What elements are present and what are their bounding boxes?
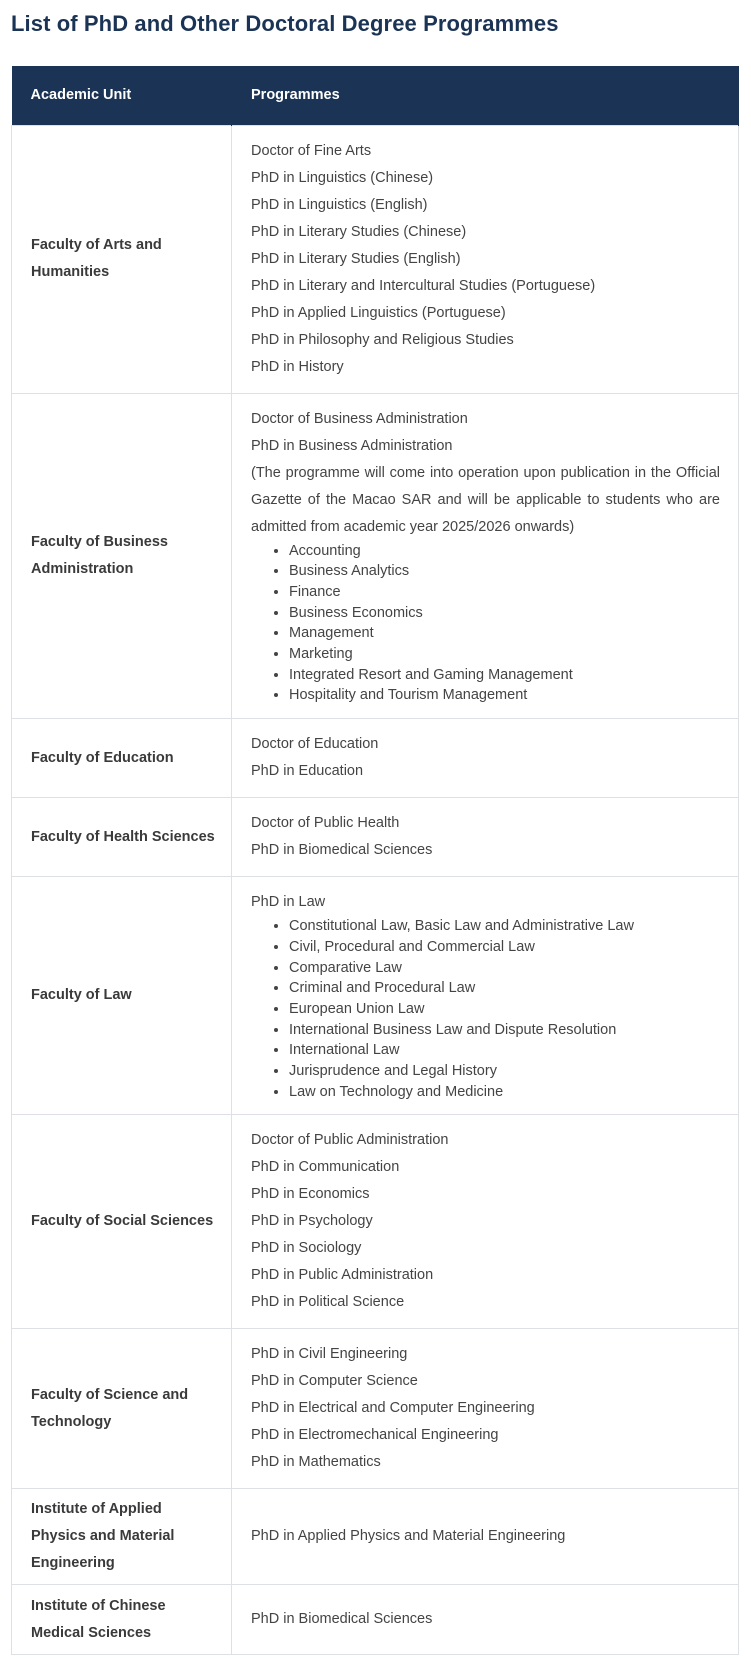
programmes-cell	[232, 1329, 739, 1489]
specialisation-item: • Hospitality and Tourism Management	[289, 685, 720, 706]
programme-item: PhD in Communication	[251, 1159, 400, 1176]
programme-item: PhD in Electrical and Computer Engineering	[251, 1400, 535, 1417]
specialisation-item: • Business Analytics	[289, 561, 720, 582]
programme-item: Doctor of Public Health	[251, 815, 400, 832]
programme-item: PhD in Law	[251, 894, 326, 911]
programme-item: PhD in Linguistics (Chinese)	[251, 169, 434, 186]
table-row	[12, 719, 739, 798]
programme-item: PhD in Economics	[251, 1186, 370, 1203]
specialisation-item: • Comparative Law	[289, 958, 720, 979]
programme-item: PhD in Electromechanical Engineering	[251, 1427, 499, 1444]
academic-unit-cell: Faculty of Arts and Humanities	[12, 125, 232, 393]
table-row	[12, 125, 739, 393]
specialisation-item: • Management	[289, 623, 720, 644]
specialisation-item: • International Law	[289, 1040, 720, 1061]
table-row	[12, 877, 739, 1115]
programme-item: Doctor of Education	[251, 736, 379, 753]
programme-note: (The programme will come into operation upon publication in the Official Gazette of the Macao SAR and will be applicable to students who are admitted from academic year 2025/2026 onwards)	[251, 464, 720, 535]
page-title: List of PhD and Other Doctoral Degree Programmes	[11, 11, 559, 36]
programme-item: PhD in Literary and Intercultural Studies (Portuguese)	[251, 277, 596, 294]
programmes-cell	[232, 798, 739, 877]
academic-unit-cell: Faculty of Science and Technology	[12, 1329, 232, 1489]
specialisation-item: • Marketing	[289, 644, 720, 665]
specialisation-item: • Business Economics	[289, 603, 720, 624]
academic-unit-cell: Faculty of Social Sciences	[12, 1115, 232, 1329]
specialisation-item: • Finance	[289, 582, 720, 603]
programmes-cell	[232, 1585, 739, 1655]
programme-item: PhD in Computer Science	[251, 1373, 418, 1390]
programme-item: PhD in Literary Studies (English)	[251, 250, 461, 267]
specialisation-item: • Constitutional Law, Basic Law and Administrative Law	[289, 916, 720, 937]
programmes-cell	[232, 125, 739, 393]
header-row	[12, 66, 739, 125]
specialisation-item: • Jurisprudence and Legal History	[289, 1061, 720, 1082]
academic-unit-cell: Faculty of Law	[12, 877, 232, 1115]
programme-item: PhD in Biomedical Sciences	[251, 842, 433, 859]
academic-unit-cell: Institute of Applied Physics and Material Engineering	[12, 1489, 232, 1585]
specialisation-item: • Integrated Resort and Gaming Management	[289, 665, 720, 686]
programme-item: Doctor of Public Administration	[251, 1132, 449, 1149]
specialisation-item: • Accounting	[289, 541, 720, 562]
table-row	[12, 393, 739, 719]
academic-unit-cell: Faculty of Health Sciences	[12, 798, 232, 877]
programme-item: PhD in Psychology	[251, 1213, 373, 1230]
programme-item: PhD in Applied Physics and Material Engineering	[251, 1528, 566, 1545]
programme-item: PhD in Literary Studies (Chinese)	[251, 223, 467, 240]
programme-item: PhD in Philosophy and Religious Studies	[251, 331, 514, 348]
programmes-cell	[232, 877, 739, 1115]
table-row	[12, 1329, 739, 1489]
programme-item: PhD in Linguistics (English)	[251, 196, 428, 213]
academic-unit-cell: Faculty of Business Administration	[12, 393, 232, 719]
specialisation-item: • International Business Law and Dispute Resolution	[289, 1020, 720, 1041]
specialisation-item: • Law on Technology and Medicine	[289, 1082, 720, 1103]
programme-item: PhD in Sociology	[251, 1240, 362, 1257]
academic-unit-cell: Faculty of Education	[12, 719, 232, 798]
specialisation-item: • Criminal and Procedural Law	[289, 978, 720, 999]
programmes-cell	[232, 393, 739, 719]
programmes-cell	[232, 1489, 739, 1585]
programme-item: PhD in Business Administration	[251, 437, 453, 454]
programme-item: PhD in Applied Linguistics (Portuguese)	[251, 304, 506, 321]
table-row	[12, 1585, 739, 1655]
programme-item: PhD in History	[251, 358, 344, 375]
specialisation-item: • European Union Law	[289, 999, 720, 1020]
header-academic-unit: Academic Unit	[12, 66, 232, 125]
table-row	[12, 1115, 739, 1329]
specialisation-list	[251, 916, 720, 1102]
header-programmes: Programmes	[232, 66, 739, 125]
programme-item: PhD in Mathematics	[251, 1454, 381, 1471]
programme-item: PhD in Public Administration	[251, 1267, 434, 1284]
programmes-table	[11, 66, 739, 1655]
table-row	[12, 1489, 739, 1585]
programme-item: PhD in Political Science	[251, 1294, 405, 1311]
programme-item: Doctor of Fine Arts	[251, 142, 372, 159]
specialisation-list	[251, 541, 720, 707]
programme-item: PhD in Biomedical Sciences	[251, 1611, 433, 1628]
programme-item: PhD in Civil Engineering	[251, 1346, 408, 1363]
table-header	[12, 66, 739, 125]
programmes-cell	[232, 719, 739, 798]
academic-unit-cell: Institute of Chinese Medical Sciences	[12, 1585, 232, 1655]
programme-item: Doctor of Business Administration	[251, 410, 468, 427]
table-row	[12, 798, 739, 877]
specialisation-item: • Civil, Procedural and Commercial Law	[289, 937, 720, 958]
programme-item: PhD in Education	[251, 763, 364, 780]
programmes-cell	[232, 1115, 739, 1329]
table-body	[12, 125, 739, 1655]
